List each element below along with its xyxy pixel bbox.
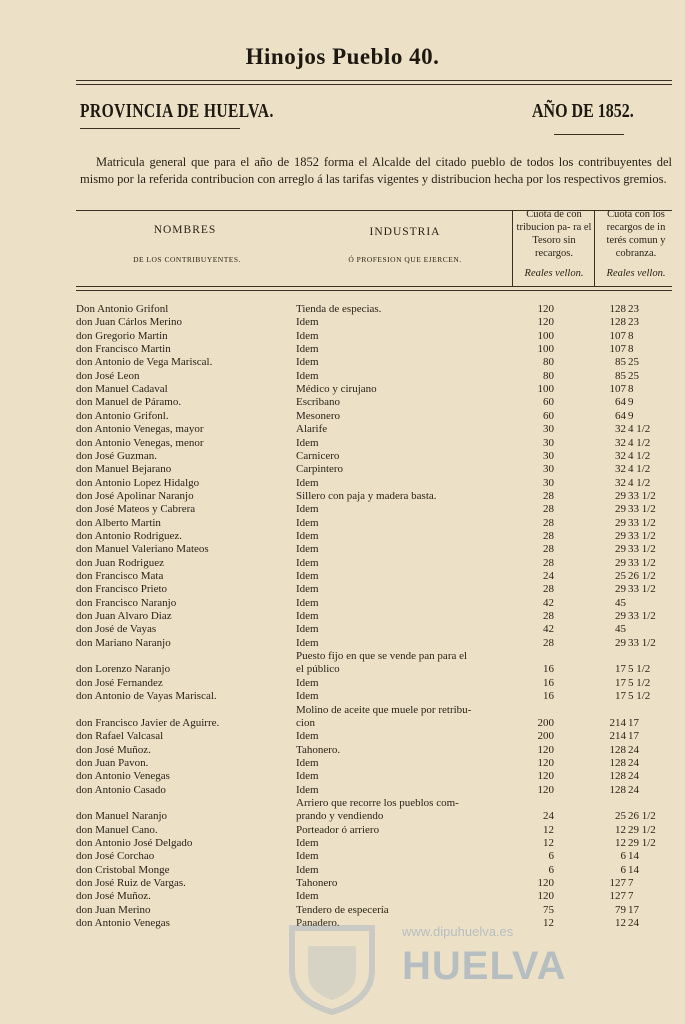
table-row <box>0 743 685 757</box>
table-row <box>0 809 685 823</box>
cuota-cell: 30 <box>543 449 554 462</box>
cuota-cell: 30 <box>543 463 554 476</box>
table-row <box>0 729 685 743</box>
recargo-fraction-cell: 7 <box>628 877 634 890</box>
recargo-fraction-cell: 7 <box>628 890 634 903</box>
recargo-reales-cell: 32 <box>615 436 626 449</box>
industry-cell: Tahonero. <box>296 743 341 756</box>
taxpayer-name: don Manuel Bejarano <box>76 463 172 476</box>
table-row <box>0 769 685 783</box>
taxpayer-name: don Francisco Martin <box>76 343 171 356</box>
recargo-fraction-cell: 33 1/2 <box>628 583 656 596</box>
recargo-fraction-cell: 33 1/2 <box>628 556 656 569</box>
cuota-cell: 120 <box>537 743 554 756</box>
recargo-fraction-cell: 23 <box>628 316 639 329</box>
table-row <box>0 355 685 369</box>
cuota-cell: 28 <box>543 516 554 529</box>
recargo-fraction-cell: 33 1/2 <box>628 636 656 649</box>
industry-cell: Idem <box>296 436 319 449</box>
industry-cell: Médico y cirujano <box>296 383 377 396</box>
header-divider-1 <box>512 210 513 286</box>
recargo-fraction-cell: 8 <box>628 343 634 356</box>
taxpayer-name: don Manuel Cano. <box>76 823 158 836</box>
industry-cell: Idem <box>296 676 319 689</box>
industry-cell: Idem <box>296 316 319 329</box>
industry-cell: Puesto fijo en que se vende pan para el <box>296 650 468 663</box>
cuota-cell: 16 <box>543 690 554 703</box>
taxpayer-name: don Cristobal Monge <box>76 863 170 876</box>
cuota-cell: 100 <box>537 343 554 356</box>
recargo-fraction-cell: 8 <box>628 329 634 342</box>
recargo-reales-cell: 128 <box>609 756 626 769</box>
top-rule <box>76 80 672 81</box>
taxpayer-name: don Antonio de Vayas Mariscal. <box>76 690 217 703</box>
table-row <box>0 436 685 450</box>
taxpayer-name: don Antonio Venegas <box>76 770 170 783</box>
taxpayer-name: don Antonio José Delgado <box>76 837 193 849</box>
industry-cell: Tienda de especias. <box>296 303 382 315</box>
industry-cell: Idem <box>296 570 319 582</box>
recargo-reales-cell: 79 <box>615 903 626 916</box>
taxpayer-name: don Antonio Grifonl. <box>76 409 169 422</box>
table-row <box>0 529 685 543</box>
recargo-reales-cell: 29 <box>615 636 626 649</box>
recargo-reales-cell: 17 <box>615 663 626 676</box>
recargo-fraction-cell: 26 1/2 <box>628 810 656 823</box>
taxpayer-name: don Francisco Naranjo <box>76 596 177 609</box>
cuota-cell: 30 <box>543 436 554 449</box>
recargo-fraction-cell: 33 1/2 <box>628 516 656 529</box>
recargo-reales-cell: 64 <box>615 409 626 422</box>
recargo-fraction-cell: 8 <box>628 383 634 396</box>
recargo-reales-cell: 12 <box>615 823 626 836</box>
recargo-fraction-cell: 14 <box>628 850 639 863</box>
watermark-url: www.dipuhuelva.es <box>402 924 514 939</box>
cuota-cell: 28 <box>543 503 554 516</box>
cuota-cell: 120 <box>537 877 554 890</box>
taxpayer-name: don Alberto Martin <box>76 516 161 529</box>
industry-cell: Idem <box>296 636 319 649</box>
cuota-cell: 16 <box>543 676 554 689</box>
cuota-cell: 28 <box>543 636 554 649</box>
recargo-reales-cell: 12 <box>615 837 626 849</box>
table-row <box>0 556 685 570</box>
table-row <box>0 903 685 917</box>
table-row <box>0 382 685 396</box>
recargo-fraction-cell: 24 <box>628 743 639 756</box>
col-header-names: NOMBRES <box>153 224 217 236</box>
recargo-fraction-cell: 14 <box>628 863 639 876</box>
table-row <box>0 342 685 356</box>
taxpayer-name: don Antonio Venegas, mayor <box>76 423 204 436</box>
industry-cell: Idem <box>296 343 319 356</box>
cuota-cell: 100 <box>537 383 554 396</box>
cuota-cell: 120 <box>537 783 554 796</box>
industry-cell: Idem <box>296 369 319 382</box>
cuota-cell: 6 <box>548 850 554 863</box>
taxpayer-name: don Francisco Mata <box>76 570 164 582</box>
recargo-reales-cell: 107 <box>609 343 626 356</box>
industry-cell: Idem <box>296 690 319 703</box>
cuota-cell: 12 <box>543 837 554 849</box>
recargo-reales-cell: 6 <box>620 850 626 863</box>
cuota-cell: 28 <box>543 610 554 623</box>
cuota-cell: 28 <box>543 543 554 556</box>
taxpayer-name: don Gregorio Martin <box>76 329 168 342</box>
industry-cell: Idem <box>296 783 319 796</box>
industry-cell: el público <box>296 663 340 676</box>
cuota-cell: 120 <box>537 756 554 769</box>
recargo-reales-cell: 45 <box>615 623 626 636</box>
table-row <box>0 609 685 623</box>
industry-cell: Idem <box>296 863 319 876</box>
table-row <box>0 863 685 877</box>
recargo-fraction-cell: 33 1/2 <box>628 529 656 542</box>
cuota-cell: 24 <box>543 810 554 823</box>
recargo-reales-cell: 29 <box>615 529 626 542</box>
industry-cell: Idem <box>296 556 319 569</box>
taxpayer-name: don José Guzman. <box>76 449 157 462</box>
taxpayer-name: don Juan Rodriguez <box>76 556 164 569</box>
table-row <box>0 582 685 596</box>
taxpayer-name: don Antonio Casado <box>76 783 166 796</box>
running-title: Hinojos Pueblo 40. <box>245 44 440 69</box>
taxpayer-name: don Antonio Lopez Hidalgo <box>76 476 200 489</box>
cuota-cell: 42 <box>543 596 554 609</box>
recargo-reales-cell: 17 <box>615 676 626 689</box>
table-row <box>0 395 685 409</box>
industry-cell: Panadero. <box>296 917 340 930</box>
recargo-reales-cell: 29 <box>615 556 626 569</box>
recargo-reales-cell: 29 <box>615 489 626 502</box>
cuota-cell: 24 <box>543 570 554 582</box>
industry-cell: Carpintero <box>296 463 344 476</box>
industry-cell: Porteador ó arriero <box>296 823 380 836</box>
industry-cell: Tendero de especería <box>296 903 389 916</box>
watermark-text: HUELVA <box>402 944 567 988</box>
recargo-fraction-cell: 4 1/2 <box>628 463 651 476</box>
col-header-industry: INDUSTRIA <box>369 226 441 238</box>
industry-cell: prando y vendiendo <box>296 810 384 823</box>
industry-cell: Idem <box>296 890 319 903</box>
table-row <box>0 836 685 850</box>
recargo-fraction-cell: 5 1/2 <box>628 663 651 676</box>
industry-cell: Idem <box>296 730 319 743</box>
table-row <box>0 596 685 610</box>
cuota-cell: 28 <box>543 583 554 596</box>
recargo-reales-cell: 107 <box>609 329 626 342</box>
recargo-fraction-cell: 29 1/2 <box>628 837 656 849</box>
taxpayer-name: don José Apolinar Naranjo <box>76 489 194 502</box>
recargo-reales-cell: 128 <box>609 743 626 756</box>
industry-cell: Tahonero <box>296 877 338 890</box>
industry-cell: Idem <box>296 543 319 556</box>
table-row <box>0 489 685 503</box>
cuota-cell: 120 <box>537 770 554 783</box>
table-row <box>0 449 685 463</box>
cuota-cell: 30 <box>543 476 554 489</box>
cuota-cell: 120 <box>537 890 554 903</box>
recargo-reales-cell: 64 <box>615 396 626 409</box>
recargo-reales-cell: 29 <box>615 543 626 556</box>
header-divider-2 <box>594 210 595 286</box>
recargo-fraction-cell: 25 <box>628 369 639 382</box>
recargo-fraction-cell: 9 <box>628 409 634 422</box>
table-row <box>0 823 685 837</box>
table-row <box>0 409 685 423</box>
industry-cell: Arriero que recorre los pueblos com- <box>296 796 459 809</box>
taxpayer-name: don Lorenzo Naranjo <box>76 663 171 676</box>
taxpayer-name: don José Muñoz. <box>76 890 151 903</box>
recargo-fraction-cell: 4 1/2 <box>628 423 651 436</box>
industry-cell: Idem <box>296 329 319 342</box>
taxpayer-name: don Manuel Valeriano Mateos <box>76 543 209 556</box>
industry-cell: Idem <box>296 850 319 863</box>
recargo-reales-cell: 25 <box>615 810 626 823</box>
industry-cell: Idem <box>296 610 319 623</box>
taxpayer-name: don Mariano Naranjo <box>76 636 171 649</box>
table-row <box>0 462 685 476</box>
table-row <box>0 329 685 343</box>
recargo-fraction-cell: 17 <box>628 903 639 916</box>
table-row <box>0 476 685 490</box>
recargo-reales-cell: 29 <box>615 503 626 516</box>
recargo-reales-cell: 12 <box>615 917 626 930</box>
recargo-fraction-cell: 33 1/2 <box>628 489 656 502</box>
cuota-cell: 12 <box>543 917 554 930</box>
taxpayer-name: don Antonio Rodriguez. <box>76 529 183 542</box>
table-row <box>0 542 685 556</box>
cuota-cell: 200 <box>537 716 554 729</box>
recargo-reales-cell: 127 <box>609 890 626 903</box>
taxpayer-name: don José Mateos y Cabrera <box>76 503 196 516</box>
industry-cell: Idem <box>296 476 319 489</box>
recargo-reales-cell: 128 <box>609 316 626 329</box>
industry-cell: Molino de aceite que muele por retribu- <box>296 703 472 716</box>
recargo-fraction-cell: 33 1/2 <box>628 503 656 516</box>
recargo-fraction-cell: 4 1/2 <box>628 449 651 462</box>
col-header-industry-sub: Ó PROFESION QUE EJERCEN. <box>348 255 462 264</box>
taxpayer-name: don Antonio Venegas <box>76 917 170 930</box>
table-row <box>0 849 685 863</box>
recargo-reales-cell: 107 <box>609 383 626 396</box>
industry-cell: Sillero con paja y madera basta. <box>296 489 437 502</box>
industry-cell: Carnicero <box>296 449 340 462</box>
col-header-recargos: Cuota con los recargos de in terés comun y cobranza. <box>606 209 666 259</box>
table-row <box>0 796 685 810</box>
recargo-reales-cell: 128 <box>609 770 626 783</box>
taxpayer-name: don Manuel de Páramo. <box>76 396 182 409</box>
taxpayer-name: don Antonio de Vega Mariscal. <box>76 356 213 369</box>
year-heading: AÑO DE 1852. <box>532 100 634 122</box>
table-row <box>0 315 685 329</box>
taxpayer-name: don Juan Merino <box>76 903 151 916</box>
recargo-fraction-cell: 24 <box>628 783 639 796</box>
recargo-fraction-cell: 25 <box>628 356 639 369</box>
taxpayer-name: don José Muñoz. <box>76 743 151 756</box>
recargo-reales-cell: 214 <box>609 730 626 743</box>
taxpayer-name: don José Fernandez <box>76 676 163 689</box>
recargo-fraction-cell: 23 <box>628 303 639 315</box>
table-header-bottom-rule <box>76 286 672 287</box>
industry-cell: Alarife <box>296 423 328 436</box>
table-row <box>0 689 685 703</box>
industry-cell: Escribano <box>296 396 340 409</box>
recargo-fraction-cell: 4 1/2 <box>628 436 651 449</box>
recargo-fraction-cell: 9 <box>628 396 634 409</box>
recargo-reales-cell: 32 <box>615 449 626 462</box>
recargo-reales-cell: 127 <box>609 877 626 890</box>
recargo-fraction-cell: 5 1/2 <box>628 690 651 703</box>
taxpayer-name: don Juan Alvaro Diaz <box>76 610 172 623</box>
recargo-reales-cell: 85 <box>615 369 626 382</box>
industry-cell: Idem <box>296 503 319 516</box>
industry-cell: Idem <box>296 516 319 529</box>
recargo-fraction-cell: 5 1/2 <box>628 676 651 689</box>
taxpayer-name: don José de Vayas <box>76 623 157 636</box>
col-header-cuota-unit: Reales vellon. <box>524 268 584 279</box>
recargo-fraction-cell: 33 1/2 <box>628 543 656 556</box>
recargo-fraction-cell: 17 <box>628 730 639 743</box>
table-row <box>0 369 685 383</box>
cuota-cell: 200 <box>537 730 554 743</box>
recargo-reales-cell: 45 <box>615 596 626 609</box>
recargo-reales-cell: 128 <box>609 303 626 315</box>
table-row <box>0 662 685 676</box>
recargo-fraction-cell: 29 1/2 <box>628 823 656 836</box>
col-header-recargos-unit: Reales vellon. <box>606 268 666 279</box>
intro-paragraph: Matricula general que para el año de 1852 forma el Alcalde del citado pueblo de todos los contribuyentes del mismo por la referida contribucion con arreglo á las tarifas vigentes y distribucion hecha por los respectivos gremios. <box>80 155 672 186</box>
table-row <box>0 649 685 663</box>
table-header-bottom-rule-2 <box>76 290 672 291</box>
industry-cell: cion <box>296 716 315 729</box>
shield-icon <box>282 920 382 1016</box>
table-row <box>0 716 685 730</box>
industry-cell: Idem <box>296 529 319 542</box>
cuota-cell: 75 <box>543 903 554 916</box>
industry-cell: Idem <box>296 596 319 609</box>
col-header-names-sub: DE LOS CONTRIBUYENTES. <box>133 255 241 264</box>
recargo-reales-cell: 25 <box>615 570 626 582</box>
table-row <box>0 676 685 690</box>
table-row <box>0 502 685 516</box>
industry-cell: Idem <box>296 356 319 369</box>
industry-cell: Idem <box>296 756 319 769</box>
province-heading: PROVINCIA DE HUELVA. <box>80 100 274 122</box>
table-row <box>0 876 685 890</box>
recargo-reales-cell: 29 <box>615 610 626 623</box>
table-row <box>0 422 685 436</box>
recargo-fraction-cell: 24 <box>628 770 639 783</box>
recargo-fraction-cell: 17 <box>628 716 639 729</box>
recargo-reales-cell: 17 <box>615 690 626 703</box>
recargo-fraction-cell: 4 1/2 <box>628 476 651 489</box>
table-row <box>0 622 685 636</box>
recargo-fraction-cell: 26 1/2 <box>628 570 656 582</box>
cuota-cell: 120 <box>537 316 554 329</box>
table-row <box>0 636 685 650</box>
recargo-fraction-cell: 24 <box>628 917 639 930</box>
recargo-reales-cell: 85 <box>615 356 626 369</box>
recargo-reales-cell: 32 <box>615 476 626 489</box>
industry-cell: Idem <box>296 583 319 596</box>
recargo-fraction-cell: 24 <box>628 756 639 769</box>
table-row <box>0 302 685 316</box>
cuota-cell: 16 <box>543 663 554 676</box>
recargo-reales-cell: 214 <box>609 716 626 729</box>
cuota-cell: 6 <box>548 863 554 876</box>
cuota-cell: 28 <box>543 556 554 569</box>
recargo-fraction-cell: 33 1/2 <box>628 610 656 623</box>
table-row <box>0 889 685 903</box>
table-row <box>0 569 685 583</box>
table-row <box>0 756 685 770</box>
recargo-reales-cell: 29 <box>615 516 626 529</box>
taxpayer-name: don Rafael Valcasal <box>76 730 164 743</box>
taxpayer-name: don Antonio Venegas, menor <box>76 436 204 449</box>
cuota-cell: 80 <box>543 356 554 369</box>
taxpayer-name: don Manuel Cadaval <box>76 383 168 396</box>
table-row <box>0 516 685 530</box>
cuota-cell: 100 <box>537 329 554 342</box>
cuota-cell: 42 <box>543 623 554 636</box>
taxpayer-name: don José Corchao <box>76 850 155 863</box>
province-rule <box>80 128 240 129</box>
cuota-cell: 60 <box>543 396 554 409</box>
taxpayer-name: Don Antonio Grifonl <box>76 303 169 315</box>
taxpayer-name: don Francisco Prieto <box>76 583 168 596</box>
taxpayer-name: don Manuel Naranjo <box>76 810 168 823</box>
recargo-reales-cell: 29 <box>615 583 626 596</box>
industry-cell: Idem <box>296 837 319 849</box>
recargo-reales-cell: 32 <box>615 423 626 436</box>
cuota-cell: 28 <box>543 489 554 502</box>
taxpayer-name: don Francisco Javier de Aguirre. <box>76 716 220 729</box>
cuota-cell: 60 <box>543 409 554 422</box>
industry-cell: Idem <box>296 623 319 636</box>
industry-cell: Mesonero <box>296 409 340 422</box>
taxpayer-name: don José Leon <box>76 369 140 382</box>
industry-cell: Idem <box>296 770 319 783</box>
top-rule-thin <box>76 84 672 85</box>
recargo-reales-cell: 32 <box>615 463 626 476</box>
taxpayer-name: don Juan Pavon. <box>76 756 149 769</box>
col-header-cuota: Cuota de con tribucion pa- ra el Tesoro sin recargos. <box>516 209 592 259</box>
taxpayer-name: don Juan Cárlos Merino <box>76 316 183 329</box>
year-rule <box>554 134 624 135</box>
cuota-cell: 30 <box>543 423 554 436</box>
cuota-cell: 12 <box>543 823 554 836</box>
table-row <box>0 783 685 797</box>
cuota-cell: 28 <box>543 529 554 542</box>
recargo-reales-cell: 6 <box>620 863 626 876</box>
taxpayer-name: don José Ruiz de Vargas. <box>76 877 186 890</box>
recargo-reales-cell: 128 <box>609 783 626 796</box>
table-row <box>0 703 685 717</box>
cuota-cell: 120 <box>537 303 554 315</box>
cuota-cell: 80 <box>543 369 554 382</box>
